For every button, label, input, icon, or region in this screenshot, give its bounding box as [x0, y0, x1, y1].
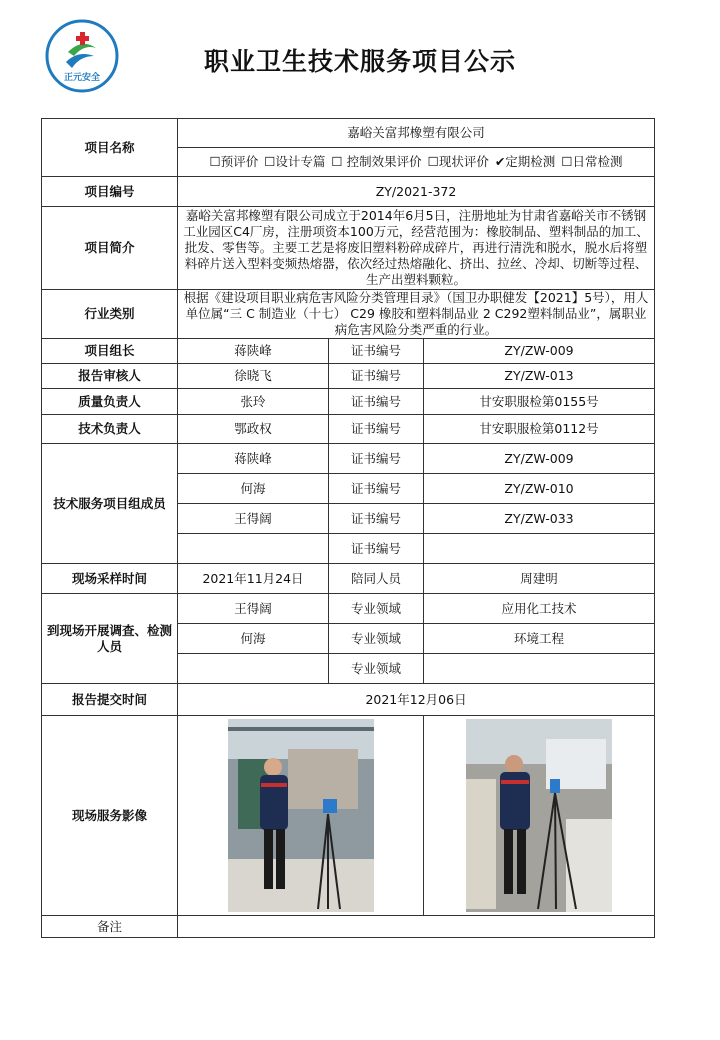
industry-text: 根据《建设项目职业病危害风险分类管理目录》（国卫办职健发【2021】5号），用人单位属“三 C 制造业（十七） C29 橡胶和塑料制品业 2 C292塑料制品业”，属职业病危害风险分类严重的行业。 [178, 290, 655, 339]
sampling-time-value: 2021年11月24日 [178, 564, 329, 594]
cert-label: 证书编号 [329, 444, 424, 474]
project-intro-label: 项目简介 [42, 207, 178, 290]
site-photo-2 [466, 719, 612, 912]
leader-cert: ZY/ZW-009 [424, 339, 655, 364]
companion-label: 陪同人员 [329, 564, 424, 594]
option-design: ☐设计专篇 [264, 154, 326, 169]
quality-name: 张玲 [178, 389, 329, 415]
survey-label: 到现场开展调查、检测人员 [42, 594, 178, 684]
site-photo-1 [228, 719, 374, 912]
member-cert: ZY/ZW-010 [424, 474, 655, 504]
project-name-label: 项目名称 [42, 119, 178, 177]
cert-label: 证书编号 [329, 389, 424, 415]
project-info-table [41, 118, 655, 938]
option-control-effect: ☐ 控制效果评价 [331, 154, 422, 169]
member-cert: ZY/ZW-033 [424, 504, 655, 534]
field-label: 专业领域 [329, 654, 424, 684]
cert-label: 证书编号 [329, 339, 424, 364]
survey-person: 王得阔 [178, 594, 329, 624]
member-cert [424, 534, 655, 564]
remarks-value [178, 916, 655, 938]
leader-name: 蒋陕峰 [178, 339, 329, 364]
survey-person [178, 654, 329, 684]
industry-label: 行业类别 [42, 290, 178, 339]
report-date-value: 2021年12月06日 [178, 684, 655, 716]
site-photo-cell-2 [424, 716, 655, 916]
project-name-value: 嘉峪关富邦橡塑有限公司 [178, 119, 655, 148]
project-id-value: ZY/2021-372 [178, 177, 655, 207]
sampling-time-label: 现场采样时间 [42, 564, 178, 594]
quality-label: 质量负责人 [42, 389, 178, 415]
members-label: 技术服务项目组成员 [42, 444, 178, 564]
option-status-evaluation: ☐现状评价 [427, 154, 489, 169]
reviewer-label: 报告审核人 [42, 364, 178, 389]
survey-field: 环境工程 [424, 624, 655, 654]
cert-label: 证书编号 [329, 504, 424, 534]
field-label: 专业领域 [329, 594, 424, 624]
tech-name: 鄂政权 [178, 415, 329, 444]
cert-label: 证书编号 [329, 415, 424, 444]
evaluation-type-options [178, 148, 655, 177]
option-periodic-testing: ✔定期检测 [494, 154, 556, 169]
tech-cert: 甘安职服检第0112号 [424, 415, 655, 444]
survey-field: 应用化工技术 [424, 594, 655, 624]
reviewer-cert: ZY/ZW-013 [424, 364, 655, 389]
cert-label: 证书编号 [329, 364, 424, 389]
member-name: 蒋陕峰 [178, 444, 329, 474]
remarks-label: 备注 [42, 916, 178, 938]
member-name [178, 534, 329, 564]
companion-value: 周建明 [424, 564, 655, 594]
cert-label: 证书编号 [329, 534, 424, 564]
site-images-label: 现场服务影像 [42, 716, 178, 916]
member-name: 何海 [178, 474, 329, 504]
site-photo-cell-1 [178, 716, 424, 916]
member-cert: ZY/ZW-009 [424, 444, 655, 474]
option-daily-testing: ☐日常检测 [561, 154, 623, 169]
project-id-label: 项目编号 [42, 177, 178, 207]
member-name: 王得阔 [178, 504, 329, 534]
field-label: 专业领域 [329, 624, 424, 654]
option-pre-evaluation: ☐预评价 [209, 154, 259, 169]
project-intro-text: 嘉峪关富邦橡塑有限公司成立于2014年6月5日，注册地址为甘肃省嘉峪关市不锈钢工业园区C4厂房，注册项资本100万元，经营范围为：橡胶制品、塑料制品的加工、批发、零售等。主要工艺是将废旧塑料粉碎成碎片，再进行清洗和脱水，脱水后将塑料碎片送入型料变频热熔器，依次经过热熔融化、挤出、拉丝、冷却、切断等过程、生产出塑料颗粒。 [178, 207, 655, 290]
cert-label: 证书编号 [329, 474, 424, 504]
quality-cert: 甘安职服检第0155号 [424, 389, 655, 415]
tech-label: 技术负责人 [42, 415, 178, 444]
survey-person: 何海 [178, 624, 329, 654]
report-date-label: 报告提交时间 [42, 684, 178, 716]
survey-field [424, 654, 655, 684]
leader-label: 项目组长 [42, 339, 178, 364]
logo-text: 正元安全 [63, 73, 101, 83]
page-title: 职业卫生技术服务项目公示 [203, 47, 516, 76]
reviewer-name: 徐晓飞 [178, 364, 329, 389]
